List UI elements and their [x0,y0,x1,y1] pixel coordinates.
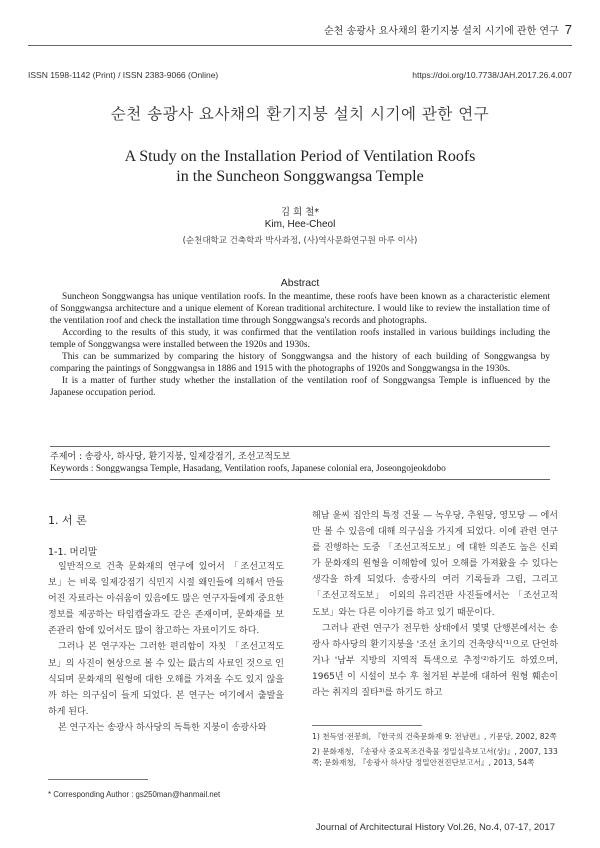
right-column-text [312,508,558,701]
author-korean: 김 희 철* [280,207,320,218]
korean-title: 순천 송광사 요사채의 환기지붕 설치 시기에 관한 연구 [110,105,490,123]
running-title: 순천 송광사 요사채의 환기지붕 설치 시기에 관한 연구 [323,26,559,37]
footnote-rule [312,725,422,726]
abstract-paragraph: This can be summarized by comparing the history of Songgwangsa and the history of each building of Songgwangsa by comparing the paintings of Songgwangsa in 1886 and 1915 with the photographs of 1920s and Songgwangsa in the 1930s. [50,351,550,374]
keywords-rule-bottom [50,479,550,480]
corresponding-author: * Corresponding Author : gs250man@hanmail.net [48,790,221,799]
subsection-title: 1-1. 머리말 [48,547,98,558]
abstract-body [50,292,550,400]
journal-footer: Journal of Architectural History Vol.26, No.4, 07-17, 2017 [315,822,555,833]
body-paragraph: 해남 윤씨 집안의 특정 건물 — 녹우당, 추원당, 영모당 — 에서만 볼 수 있음에 대해 의구심을 가지게 되었다. 이에 관련 연구를 진행하는 도중 「조선고적도보」에 대한 의존도 높은 신뢰가 문화재의 원형을 이해함에 있어 오해를 가져왔을 수 있다는 생각을 하게 되었다. 송광사의 여러 기록들과 그림, 그리고 「조선고적도보」 이외의 유리건판 사진들에서는 「조선고적도보」와는 다른 이야기를 하고 있기 때문이다. [312,511,558,618]
footnotes [312,731,558,769]
author-affiliation: (순천대학교 건축학과 박사과정, (사)역사문화연구원 마루 이사) [182,236,418,246]
header-rule [28,45,572,46]
body-paragraph: 본 연구자는 송광사 하사당의 독특한 지붕이 송광사와 [58,722,267,733]
issn: ISSN 1598-1142 (Print) / ISSN 2383-9066 (Online) [28,70,219,80]
section-title: 1. 서 론 [48,514,87,527]
corresponding-rule [48,779,148,780]
keywords-english: Keywords : Songgwangsa Temple, Hasadang, Ventilation roofs, Japanese colonial era, Joseongojeokdobo [50,464,446,474]
footnote: 2) 문화재청, 『송광사 중요목조건축물 정밀실측보고서(상)』, 2007, 133쪽; 문화재청, 『송광사 하사당 정밀안전진단보고서』, 2013, 54쪽 [312,746,558,767]
body-paragraph: 그러나 본 연구자는 그러한 편리함이 자칫 「조선고적도보」의 사진이 현상으로 볼 수 있는 最古의 사료인 것으로 인식되며 문화재의 원형에 대한 오해를 가져올 수도 있지 않을까 하는 의구심이 들게 되었다. 본 연구는 여기에서 출발을 하게 된다. [48,642,284,717]
doi-link[interactable]: https://doi.org/10.7738/JAH.2017.26.4.007 [412,70,572,80]
body-paragraph: 그러나 관련 연구가 전무한 상태에서 몇몇 단행본에서는 송광사 하사당의 환기지붕을 '조선 초기의 건축양식'¹⁾으로 단언하거나 '남부 지방의 지역적 특색으로 추정'²⁾하기도 하였으며, 1965년 이 시설이 보수 후 철거된 부분에 대하여 원형 훼손이라는 취지의 질타³⁾를 하기도 하고 [312,623,558,699]
abstract-paragraph: Suncheon Songgwangsa has unique ventilation roofs. In the meantime, these roofs have been known as a characteristic element of Songgwangsa architecture and a unique element of Korean traditional architecture. I would like to review the installation time of the ventilation roof and check the installation time through Songgwangsa's records and photographs. [50,292,550,326]
author-english: Kim, Hee-Cheol [264,219,336,230]
english-title-line1: A Study on the Installation Period of Ventilation Roofs [124,148,476,165]
page-number: 7 [564,22,572,37]
abstract-heading: Abstract [280,277,320,289]
left-column-text [48,559,284,736]
body-paragraph: 일반적으로 건축 문화재의 연구에 있어서 「조선고적도보」는 비록 일제강점기 식민지 시절 왜인들에 의해서 만들어진 자료라는 아쉬움이 있음에도 많은 연구자들에게 중요한 정보를 제공하는 타임캡슐과도 같은 존재이며, 문화재를 보존관리 함에 있어서도 많이 참고하는 자료이기도 하다. [48,562,284,637]
running-header [324,22,572,37]
english-title-line2: in the Suncheon Songgwangsa Temple [176,168,424,185]
footnote: 1) 천득염·전봉희, 『한국의 건축문화재 9: 전남편』, 기문당, 2002, 82쪽 [312,732,557,741]
abstract-paragraph: It is a matter of further study whether the installation of the ventilation roof of Songgwangsa Temple is influenced by the Japanese occupation period. [50,375,550,398]
keywords-rule-top [50,446,550,447]
abstract-paragraph: According to the results of this study, it was confirmed that the ventilation roofs installed in various buildings including the temple of Songgwangsa were installed between the 1920s and 1930s. [50,327,550,350]
keywords-korean: 주제어 : 송광사, 하사당, 환기지붕, 일제강점기, 조선고적도보 [50,452,291,462]
